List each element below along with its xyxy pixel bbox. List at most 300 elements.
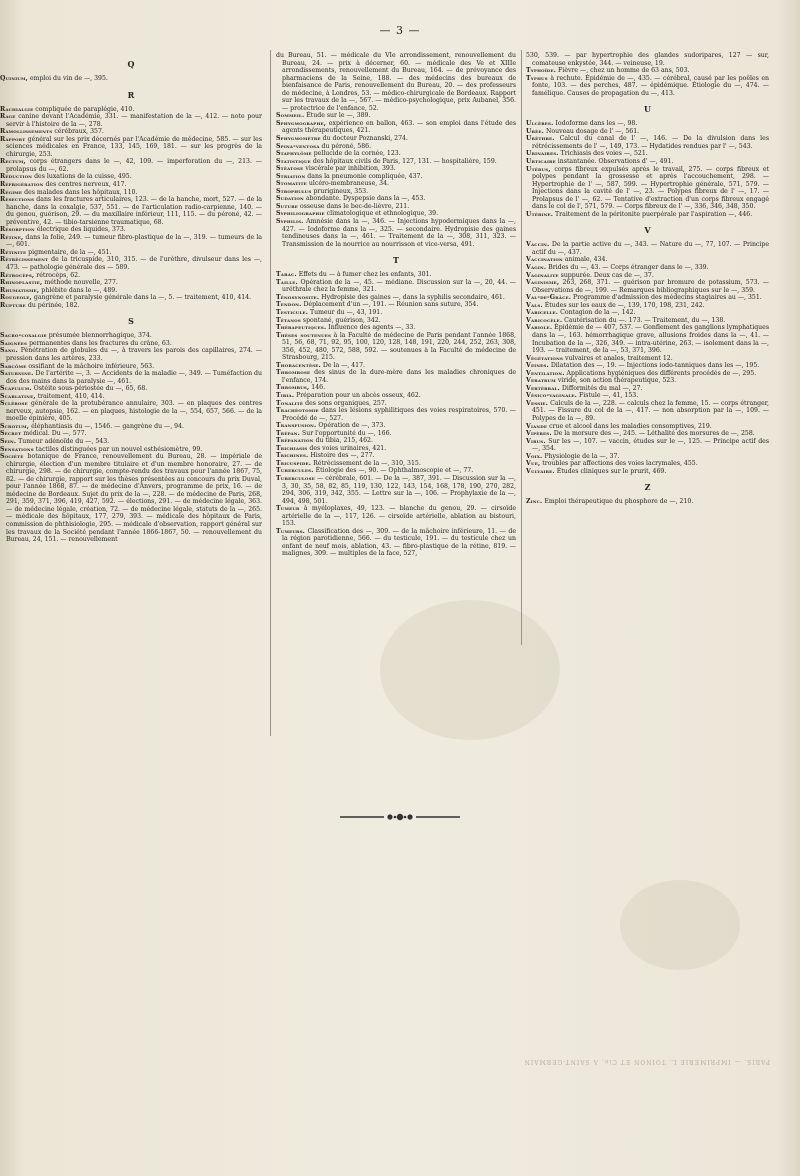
entry-keyword: Vaccination <box>526 256 563 264</box>
index-entry <box>0 106 262 114</box>
page-number: — 3 — <box>379 24 421 37</box>
entry-text: corps étrangers dans le —, 42, 109. — imperforation du —, 213. — prolapsus du —, 62. <box>6 158 262 173</box>
index-entry <box>526 128 769 136</box>
entry-keyword: Veines. <box>526 362 549 370</box>
entry-keyword: Vagin. <box>526 264 547 272</box>
entry-keyword: Vertébral. <box>526 384 560 392</box>
entry-text: Emploi thérapeutique du phosphore de —, 210. <box>542 498 694 506</box>
index-entry <box>526 453 769 461</box>
index-entry <box>276 467 516 475</box>
index-entry <box>0 363 262 371</box>
index-entry <box>276 150 516 158</box>
entry-text: Étiologie des —, 90. — Ophthalmoscopie et —, 77. <box>313 467 474 475</box>
index-entry <box>276 309 516 317</box>
index-entry <box>0 249 262 257</box>
index-entry <box>526 264 769 272</box>
entry-text: troubles par affections des voies lacrymales, 455. <box>540 460 698 468</box>
entry-text: Contagion de la —, 142. <box>558 309 636 317</box>
entry-keyword: Veratrum <box>526 377 556 385</box>
index-entry <box>526 498 769 506</box>
entry-keyword: Syphiliographie <box>276 210 325 218</box>
index-entry <box>276 180 516 188</box>
entry-keyword: Stomatite <box>276 180 307 188</box>
entry-keyword: Trichiasis <box>276 444 308 452</box>
entry-keyword: Transfusion. <box>276 422 317 430</box>
entry-keyword: Sarcôme <box>0 362 27 370</box>
entry-text: — cérébrale, 601. — De la —, 387, 391. — Discussion sur la —, 3, 30, 35, 58, 82, 85, 119, 130, 122, 143, 154, 168, 178, 190, 270, 282, 294, 306, 319, 342, 355. — Lettre sur la —, 106. — Prophylaxie de la —, 494, 498, 501. <box>282 474 516 505</box>
entry-text: des centres nerveux, 417. <box>43 181 127 189</box>
entry-text: dans la pneumonie compliquée, 437. <box>305 172 423 180</box>
entry-text: Hydropisie des gaines —, dans la syphilis secondaire, 461. <box>319 293 505 301</box>
index-entry <box>526 294 769 302</box>
entry-keyword: Rétinite <box>0 248 27 256</box>
entry-text: Physiologie de la —, 37. <box>542 452 620 460</box>
section-letter: R <box>127 89 135 100</box>
entry-text: Fièvre —, chez un homme de 63 ans, 503. <box>556 67 690 75</box>
index-entry <box>0 347 262 362</box>
entry-keyword: Val-de-Grâce. <box>526 294 572 302</box>
section-letter: T <box>393 255 399 266</box>
entry-keyword: Viande <box>526 422 548 430</box>
index-entry <box>526 430 769 438</box>
index-entry <box>0 393 262 401</box>
entry-text: Nouveau dosage de l' —, 561. <box>543 127 640 135</box>
entry-text: corps fibreux expulsés après le travail, 275. — corps fibreux et polypes pendant la grossesse et après l'accouchement, 298. — Hypertrophie de l' —, 587, 599. — Hypertrophie générale, 571, 579. — Injections dans la cavité de l' —, 23. — Polypes fibreux de l' —, 17. — Prolapsus de l' —, 62. — Tentative d'extraction d'un corps fibreux engagé dans le col de l', 571, 579. — Corps fibreux de l' —, 336, 346, 348, 350. <box>532 165 769 211</box>
entry-keyword: Tuberculose <box>276 474 315 482</box>
entry-text: botanique de France, renouvellement du Bureau, 28. — impériale de chirurgie, élection d'un membre titulaire et d'un membre honoraire, 27. — de chirurgie, 298. — de chirurgie, compte-rendu des travaux pour l'année 1867, 75, 82. — de chirurgie, rapport sur les thèses présentées au concours du prix Duval, pour l'année 1868, 87. — de médecine d'Anvers, programme de prix, 16. — de médecine de Bordeaux. Sujet du prix de la —, 228. — de médecine de Paris, 268, 291, 359, 371, 396, 419, 427, 592. — élections, 291. — de médecine légale, 363. — de médecine légale, création, 72. — de médecine légale, statuts de la —, 265. — médicale des hôpitaux, 177, 279, 393. — médicale des hôpitaux de Paris, commission de phthisiologie, 295. — médicale d'observation, rapport général sur les travaux de la Société pendant l'année 1866-1867, 50. — renouvellement du Bureau, 24, 151. — renouvellement <box>6 453 262 544</box>
entry-keyword: Trépanation <box>276 437 314 445</box>
entry-text: Traitement de la péritonite puerpérale par l'aspiration —, 446. <box>553 210 753 218</box>
entry-keyword: Ramollissements <box>0 128 53 136</box>
column-rule <box>270 50 271 736</box>
index-entry <box>0 181 262 189</box>
entry-keyword: Vaginisme, <box>526 279 560 287</box>
entry-text: 263, 268, 371. — guérison par bromure de potassium, 573. — Observations de —, 199. — Remarques bibliographiques sur le —, 359. <box>532 279 769 294</box>
entry-text: phlébite dans le —, 489. <box>39 286 118 294</box>
entry-text: gangrène et paralysie générale dans la —, 5. — traitement, 410, 414. <box>31 294 252 302</box>
entry-keyword: Thoracentèse. <box>276 361 321 369</box>
entry-text: Ostéite sous-périostée du —, 65, 68. <box>31 385 148 393</box>
entry-keyword: Tabac. <box>276 271 297 279</box>
entry-keyword: Rétrécissement <box>0 256 49 264</box>
entry-text: Calculs de la —, 228. — calculs chez la femme, 15. — corps étranger, 451. — Fissure du col de la —, 417. — non absorption par la —, 109. — Polypes de la —, 89. <box>532 399 769 422</box>
index-entry <box>0 75 262 83</box>
index-entry <box>526 392 769 400</box>
index-entry <box>0 113 262 128</box>
entry-text: Fistule —, 41, 153. <box>577 392 639 400</box>
index-entry <box>0 400 262 423</box>
index-entry <box>276 203 516 211</box>
entry-keyword: Rétine, <box>0 233 24 241</box>
entry-keyword: Rage <box>0 113 16 121</box>
index-entry <box>276 452 516 460</box>
entry-text: viride, son action thérapeutique, 523. <box>555 377 677 385</box>
index-entry <box>0 385 262 393</box>
entry-keyword: Varicelle. <box>526 309 559 317</box>
index-entry <box>276 271 516 279</box>
entry-text: emploi du vin de —, 395. <box>27 75 108 82</box>
entry-keyword: Sudation <box>276 195 304 203</box>
index-entry <box>526 385 769 393</box>
index-entry <box>0 189 262 197</box>
index-entry <box>276 143 516 151</box>
section-letter: Z <box>644 482 651 493</box>
entry-keyword: Sang. <box>0 347 18 355</box>
index-entry <box>526 272 769 280</box>
index-entry <box>276 158 516 166</box>
entry-text: ossifiant de la mâchoire inférieure, 563. <box>26 362 155 370</box>
entry-keyword: Vals. <box>526 301 543 309</box>
entry-text: Déplacement d'un —, 191. — Réunion sans suture, 354. <box>301 301 479 309</box>
index-entry <box>0 423 262 431</box>
index-entry <box>0 234 262 249</box>
entry-text: à la Faculté de médecine de Paris pendant l'année 1868, 51, 56, 68, 71, 92, 95, 100, 120, 128, 148, 191, 220, 244, 252, 263, 308, 356, 452, 480, 572, 588, 592. — soutenues à la Faculté de médecine de Strasbourg, 215. <box>282 331 516 362</box>
entry-keyword: Trépan. <box>276 429 301 437</box>
entry-keyword: Sommeil. <box>276 112 305 120</box>
index-entry <box>276 165 516 173</box>
entry-keyword: Trachéotomie <box>276 407 319 415</box>
entry-keyword: Résorption <box>0 226 35 234</box>
entry-text: pigmentaire, de la —, 451. <box>26 248 112 256</box>
end-ornament <box>0 806 800 825</box>
entry-keyword: Saturnine. <box>0 370 34 378</box>
entry-text: De la partie active du —, 343. — Nature du —, 77, 107. — Principe actif du —, 437. <box>532 241 769 256</box>
index-entry <box>0 128 262 136</box>
entry-keyword: Typhus <box>526 74 548 82</box>
entry-keyword: Sein. <box>0 437 17 445</box>
entry-text: Effets du — à fumer chez les enfants, 301. <box>296 271 432 279</box>
entry-keyword: Zinc. <box>526 498 543 506</box>
entry-keyword: Ulcères. <box>526 120 554 128</box>
entry-keyword: Sphygmographe, <box>276 119 327 127</box>
section-letter: U <box>644 104 651 115</box>
index-entry <box>526 370 769 378</box>
entry-text: des sinus de la dure-mère dans les maladies chroniques de l'enfance, 174. <box>282 369 516 384</box>
entry-keyword: Spina-ventosa <box>276 142 320 150</box>
entry-text: Brides du —, 43. — Corps étranger dans le —, 339. <box>546 264 709 272</box>
entry-text: dans la folie, 249. — tumeur fibro-plastique de la —, 319. — tumeurs de la —, 601. <box>6 233 262 249</box>
entry-keyword: Virus. <box>526 437 546 445</box>
entry-text: ulcéro-membraneuse, 34. <box>306 180 389 188</box>
entry-keyword: Typhoïde. <box>526 67 557 75</box>
entry-text: De l'artérite —, 3. — Accidents de la maladie —, 349. — Tuméfaction du dos des mains dans la paralysie —, 461. <box>6 370 262 385</box>
entry-keyword: Urinaires. <box>526 150 559 158</box>
index-entry <box>526 423 769 431</box>
entry-text: méthode nouvelle, 277. <box>42 279 118 287</box>
paper-stain <box>620 880 740 970</box>
entry-text: de la tricuspide, 310, 315. — de l'urèthre, divulseur dans les —, 473. — pathologie générale des — 589. <box>6 256 262 272</box>
index-entry <box>276 437 516 445</box>
index-entry <box>526 256 769 264</box>
index-entry <box>276 392 516 400</box>
entry-text: du docteur Poznanski, 274. <box>320 135 408 143</box>
index-entry <box>0 438 262 446</box>
entry-text: viscérale par inhibition, 393. <box>303 165 396 173</box>
entry-text: dans les fractures articulaires, 123. — de la hanche, mort, 527. — de la hanche, dans la coxalgie, 537, 551. — de l'articulation radio-carpienne, 140. — du genou, guérison, 29. — du maxillaire inférieur, 111, 115. — du péroné, 42. — préventive, 42. — tibio-tarsienne traumatique, 68. <box>6 196 262 226</box>
entry-text: Calcul du canal de l' —, 146. — De la divulsion dans les rétrécissements de l' —, 149, 173. — Hydatides rendues par l' —, 543. <box>532 135 769 150</box>
entry-text: Épidémie de — 407, 537. — Gonflement des ganglions lymphatiques dans la —, 163. hémorrhagique grave, allusions froides dans la —, 41. — Incubation de la —, 326, 349. — intra-utérine, 263. — isolement dans la —, 193. — traitement, de la —, 53, 371, 396. <box>532 324 769 355</box>
entry-keyword: Thèses soutenues <box>276 331 332 339</box>
index-entry <box>276 135 516 143</box>
entry-text: 146. <box>309 384 326 392</box>
index-entry <box>526 400 769 423</box>
column-rule <box>521 50 522 645</box>
entry-text: De la —, 417. <box>320 361 365 369</box>
entry-text: Études sur les eaux de —, 139, 170, 198, 231, 242. <box>542 301 705 309</box>
entry-text: des hôpitaux civils de Paris, 127, 131. — hospitalière, 159. <box>310 157 497 165</box>
entry-keyword: Voix. <box>526 452 543 460</box>
index-entry <box>276 210 516 218</box>
entry-keyword: Varicocèle. <box>526 316 563 324</box>
index-entry <box>526 362 769 370</box>
index-entry <box>276 384 516 392</box>
entry-keyword: Tendon. <box>276 301 302 309</box>
entry-keyword: Rapport <box>0 135 26 143</box>
entry-text: Trichiasis des voies —, 521. <box>558 150 648 158</box>
entry-text: animale, 434. <box>562 256 608 264</box>
entry-keyword: Taille. <box>276 278 298 286</box>
index-entry <box>276 422 516 430</box>
entry-text: des voies urinaires, 421. <box>307 444 387 452</box>
entry-keyword: Saignées <box>0 339 28 347</box>
entry-keyword: Vue, <box>526 460 541 468</box>
index-entry <box>0 294 262 302</box>
entry-text: crue et alcool dans les maladies consomptives, 219. <box>547 422 712 430</box>
index-entry <box>276 52 516 112</box>
index-entry <box>526 67 769 75</box>
entry-text: dans les lésions syphilitiques des voies respiratoires, 570. — Procédé de —, 527. <box>282 407 516 422</box>
entry-keyword: Tubercules. <box>276 467 314 475</box>
entry-text: compliquée de paraplégie, 410. <box>33 105 135 113</box>
index-entry <box>0 226 262 234</box>
index-entry <box>526 241 769 256</box>
index-entry <box>0 287 262 295</box>
index-entry <box>276 362 516 370</box>
entry-text: instantanée. Observations d' —, 491. <box>555 158 674 166</box>
index-entry <box>526 438 769 453</box>
index-entry <box>276 324 516 332</box>
entry-keyword: Scarlatine, <box>0 392 36 400</box>
entry-text: permanentes dans les fractures du crâne, 63. <box>27 339 172 347</box>
entry-text: du péroné, 586. <box>319 142 372 150</box>
entry-text: expérience en ballon, 463. — son emploi dans l'étude des agents thérapeutiques, 421. <box>282 119 516 135</box>
index-entry <box>0 430 262 438</box>
entry-keyword: Ventilation. <box>526 369 565 377</box>
index-entry <box>0 340 262 348</box>
index-entry <box>276 188 516 196</box>
entry-text: rétrocèps, 62. <box>34 271 81 279</box>
index-column-2 <box>276 52 516 558</box>
entry-text: Iodoforme dans les —, 98. <box>553 120 638 128</box>
entry-text: climatologique et ethnologique, 39. <box>324 210 439 218</box>
index-entry <box>276 400 516 408</box>
entry-text: électrique des liquides, 373. <box>34 226 126 234</box>
entry-keyword: Rupture <box>0 301 26 309</box>
entry-keyword: Urticaire <box>526 158 556 166</box>
index-entry <box>276 279 516 294</box>
entry-text: canine devant l'Académie, 331. — manifestation de la —, 412. — note pour servir à l'histoire de la —, 278. <box>6 113 262 128</box>
bleed-through-text: PARIS. — IMPRIMERIE L. TOINON ET Cie, A SAINT-GERMAIN <box>523 1058 770 1065</box>
entry-text: Tumeur adénoïde du —, 543. <box>16 437 110 445</box>
index-entry <box>0 446 262 454</box>
index-entry <box>276 430 516 438</box>
entry-text: 530, 539. — par hypertrophie des glandes sudoripares, 127 — sur, comateuse enkystée, 344. — veineuse, 19. <box>526 52 769 67</box>
entry-keyword: Tibia. <box>276 391 295 399</box>
entry-text: général sur les prix décernés par l'Académie de médecine, 585. — sur les sciences médicales en France, 133, 145, 169, 181. — sur les progrès de la chirurgie, 253. <box>6 135 262 158</box>
entry-text: Cautérisation du —. 173. — Traitement, du —, 138. <box>562 316 726 324</box>
entry-keyword: Vessie. <box>526 399 549 407</box>
index-entry <box>526 309 769 317</box>
index-entry <box>276 332 516 362</box>
entry-keyword: Vipères. <box>526 430 552 438</box>
index-entry <box>0 173 262 181</box>
entry-keyword: Régime <box>0 188 23 196</box>
index-entry <box>526 279 769 294</box>
index-entry <box>526 120 769 128</box>
ornament-icon <box>340 813 460 821</box>
entry-text: à myéloplaxes, 49, 123. — blanche du genou, 29. — cirsoïde artérielle de la —, 117, 126. — cirsoïde artérielle, ablation au bistouri, 153. <box>282 505 516 528</box>
entry-keyword: Rétrocèps, <box>0 271 35 279</box>
entry-text: traitement, 410, 414. <box>35 392 105 400</box>
entry-text: Rétrécissement de la —, 310, 315. <box>311 459 421 467</box>
entry-text: du tibia, 215, 462. <box>313 437 373 445</box>
entry-keyword: Réfrigération <box>0 181 44 189</box>
entry-text: Dilatation des —, 19. — Injections iodo-tanniques dans les —, 195. <box>548 362 760 370</box>
index-entry <box>526 468 769 476</box>
section-letter: V <box>644 225 651 236</box>
index-entry <box>0 136 262 159</box>
entry-text: Influence des agents —, 33. <box>326 324 416 332</box>
index-entry <box>276 445 516 453</box>
entry-text: Étude sur le —, 389. <box>304 112 371 120</box>
entry-text: des malades dans les hôpitaux, 110. <box>22 188 138 196</box>
entry-text: Classification des —, 309. — de la mâchoire inférieure, 11. — de la région parotidienne, 566. — du testicule, 191. — du testicule chez un enfant de neuf mois, ablation, 43. — fibro-plastique de la rétine, 819. — malignes, 309. — multiples de la face, 527, <box>282 527 516 558</box>
entry-text: du périnée, 182. <box>25 301 80 309</box>
index-entry <box>0 256 262 271</box>
entry-text: Amnésie dans la —, 346. — Injections hypodermiques dans la —, 427. — Iodoforme dans la —, 325. — secondaire. Hydropisie des gaines tendineuses dans la —, 461. — Traitement de la —, 308, 311, 323. — Transmission de la nourrice au nourrisson et vice-versa, 491. <box>282 218 516 248</box>
index-entry <box>526 355 769 363</box>
entry-keyword: Vaginalite <box>526 271 559 279</box>
index-entry <box>276 317 516 325</box>
entry-keyword: Résections <box>0 196 35 204</box>
entry-keyword: Quinium, <box>0 75 28 82</box>
entry-keyword: Urée. <box>526 127 544 135</box>
entry-keyword: Sphygmomètre <box>276 135 321 143</box>
entry-text: du Bureau, 51. — médicale du VIe arrondissement, renouvellement du Bureau, 24. — prix à décerner, 60. — médicale des Ve et XIIIe arrondissements, renouvellement du Bureau, 164. — de prévoyance des pharmaciens de la Seine, 188. — des médecins des bureaux de bienfaisance de Paris, renouvellement du Bureau, 20. — des professeurs de médecine, à Londres, 53. — médico-chirurgicale de Bordeaux. Rapport sur les travaux de la —, 567. — médico-psychologique, prix Aubanel, 356. — protectrice de l'enfance, 52. <box>276 52 516 112</box>
entry-text: vulvaires et anales, traitement 12. <box>563 354 673 362</box>
entry-keyword: Société <box>0 453 24 461</box>
index-entry <box>276 301 516 309</box>
entry-text: suppurée. Deux cas de —, 37. <box>558 271 654 279</box>
index-entry <box>0 158 262 173</box>
section-letter: S <box>128 316 134 327</box>
entry-keyword: Statistique <box>276 157 311 165</box>
index-entry <box>276 195 516 203</box>
index-entry <box>276 475 516 505</box>
entry-text: générale de la protubérance annulaire, 303. — en plaques des centres nerveux, autopsie, 162. — en plaques, histologie de la —, 554, 657, 566. — de la moelle épinière, 405. <box>6 400 262 423</box>
index-entry <box>276 120 516 135</box>
index-entry <box>276 112 516 120</box>
entry-text: médical. Du —, 577. <box>21 430 87 438</box>
entry-keyword: Vaccin. <box>526 241 550 249</box>
entry-keyword: Secret <box>0 430 22 438</box>
entry-keyword: Rectum, <box>0 158 26 166</box>
entry-keyword: Staphylôme <box>276 150 312 158</box>
entry-keyword: Rhumatisme, <box>0 286 40 294</box>
entry-text: Études cliniques sur le prurit, 469. <box>554 467 667 475</box>
entry-keyword: Suture <box>276 202 298 210</box>
entry-text: Histoire des —, 277. <box>308 452 375 460</box>
entry-keyword: Trichines. <box>276 452 309 460</box>
index-column-1 <box>0 52 262 544</box>
entry-text: des sons organiques, 257. <box>303 399 387 407</box>
index-entry <box>276 369 516 384</box>
entry-keyword: Végétations <box>526 354 564 362</box>
entry-keyword: Thérapeutiques. <box>276 324 327 332</box>
index-entry <box>0 302 262 310</box>
index-entry <box>526 460 769 468</box>
index-entry <box>276 528 516 558</box>
index-entry <box>526 75 769 98</box>
entry-keyword: Striation <box>276 172 306 180</box>
entry-keyword: Urèthre. <box>526 135 555 143</box>
entry-keyword: Vulvaire. <box>526 467 555 475</box>
index-entry <box>0 332 262 340</box>
index-column-3 <box>526 52 769 506</box>
entry-text: prurigineux, 353. <box>311 187 369 195</box>
entry-keyword: Ténosynosite. <box>276 293 320 301</box>
index-entry <box>276 218 516 248</box>
entry-keyword: Rougeole, <box>0 294 32 302</box>
index-entry <box>526 150 769 158</box>
entry-text: Tumeur du —, 43, 191. <box>308 308 383 316</box>
entry-keyword: Scrotum, <box>0 422 30 430</box>
entry-keyword: Utérus, <box>526 165 551 173</box>
entry-text: tactiles distinguées par un nouvel esthésiomètre, 99. <box>33 445 203 453</box>
entry-keyword: Testicule. <box>276 308 309 316</box>
section-letter: Q <box>127 59 135 69</box>
entry-keyword: Rachialgie <box>0 105 34 113</box>
entry-keyword: Vésico-vaginale. <box>526 392 578 400</box>
entry-keyword: Scapulum. <box>0 385 32 393</box>
entry-keyword: Variole. <box>526 324 553 332</box>
entry-keyword: Sclérose <box>0 400 28 408</box>
index-entry <box>276 505 516 528</box>
entry-text: Sur l'opportunité du —, 166. <box>300 429 392 437</box>
index-entry <box>526 302 769 310</box>
entry-text: des luxations de la cuisse, 495. <box>32 173 132 181</box>
entry-keyword: Syphilis. <box>276 218 304 226</box>
entry-text: abondante. Dyspepsie dans la —, 453. <box>303 195 426 203</box>
entry-text: Préparation pour un abcès osseux, 462. <box>294 391 421 399</box>
entry-keyword: Sacro-coxalgie <box>0 332 47 340</box>
index-entry <box>526 211 769 219</box>
entry-text: spontané, guérison, 342. <box>300 316 381 324</box>
entry-text: Programme d'admission des médecins stagiaires au —, 351. <box>571 294 762 302</box>
entry-text: Opération de la —, 45. — médiane. Discussion sur la —, 20, 44. — uréthrale chez la femme, 321. <box>282 278 516 294</box>
index-entry <box>0 272 262 280</box>
index-entry <box>526 52 769 67</box>
entry-text: De la morsure des —, 245. — Léthalité des morsures de —, 258. <box>551 430 755 438</box>
entry-text: Sur les —, 107. — vaccin, études sur le —, 125. — Principe actif des —, 354. <box>532 437 769 453</box>
entry-keyword: Sensations <box>0 445 34 453</box>
entry-text: présumée blennorrhagique, 374. <box>46 332 152 340</box>
entry-text: éléphantiasis du —, 1546. — gangrène du —, 94. <box>29 422 185 430</box>
entry-keyword: Thrombose <box>276 369 311 377</box>
entry-text: pellucide de la cornée, 123. <box>311 150 401 158</box>
entry-keyword: Tumeur <box>276 505 300 513</box>
entry-keyword: Thrombus, <box>276 384 310 392</box>
